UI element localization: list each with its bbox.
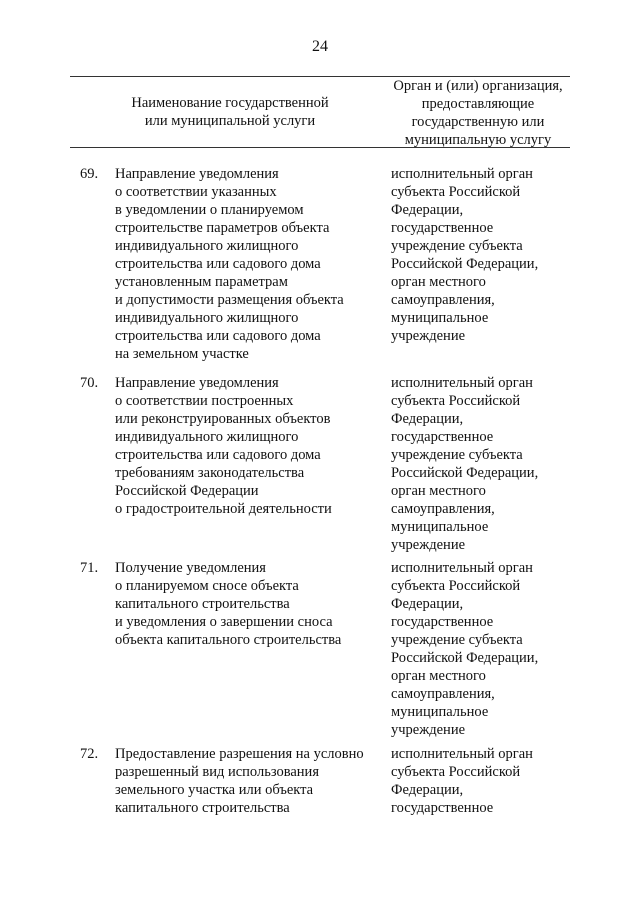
service-name: Получение уведомления о планируемом сносе объекта капитального строительства и уведомления о завершении сноса объекта капитального строительства [115, 560, 342, 648]
service-provider: исполнительный орган субъекта Российской Федерации, государственное [391, 746, 533, 816]
service-name: Направление уведомления о соответствии построенных или реконструированных объектов индивидуального жилищного строительства или садового дома требованиям законодательства Российской Федерации о градостроительной деятельности [115, 375, 332, 517]
service-provider: исполнительный орган субъекта Российской Федерации, государственное учреждение субъекта Российской Федерации, орган местного самоуправления, муниципальное учреждение [391, 166, 539, 344]
row-number: 69. [80, 166, 99, 182]
column-header-organization: Орган и (или) организация, предоставляющие государственную или муниципальную услугу [393, 78, 563, 148]
row-number: 70. [80, 375, 99, 391]
service-name: Предоставление разрешения на условно разрешенный вид использования земельного участка или объекта капитального строительства [115, 746, 364, 816]
service-provider: исполнительный орган субъекта Российской Федерации, государственное учреждение субъекта Российской Федерации, орган местного самоуправления, муниципальное учреждение [391, 560, 539, 738]
service-name: Направление уведомления о соответствии указанных в уведомлении о планируемом строительстве параметров объекта индивидуального жилищного строительства или садового дома установленным параметрам и допустимости размещения объекта индивидуального жилищного строительства или садового дома на земельном участке [115, 166, 344, 362]
row-number: 72. [80, 746, 99, 762]
page-number: 24 [312, 38, 328, 55]
service-provider: исполнительный орган субъекта Российской Федерации, государственное учреждение субъекта Российской Федерации, орган местного самоуправления, муниципальное учреждение [391, 375, 539, 553]
table-header-rule [70, 147, 570, 148]
row-number: 71. [80, 560, 99, 576]
column-header-service: Наименование государственной или муниципальной услуги [131, 95, 329, 129]
